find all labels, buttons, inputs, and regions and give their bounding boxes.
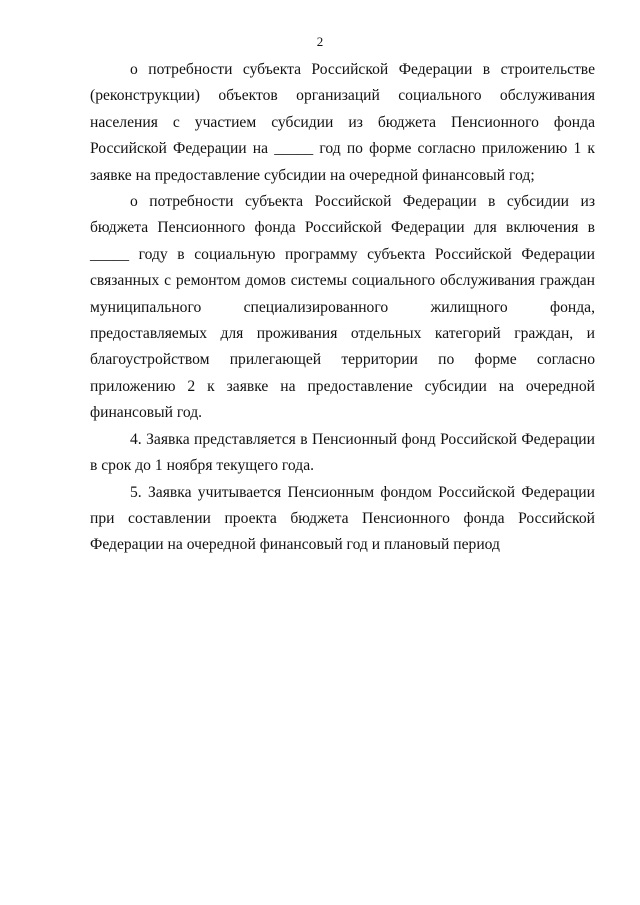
paragraph-application-deadline: 4. Заявка представляется в Пенсионный фонд Российской Федерации в срок до 1 ноября текущего года. — [90, 430, 595, 475]
page-number: 2 — [316, 34, 324, 49]
document-body — [90, 57, 595, 559]
paragraph-subsidy-needs: о потребности субъекта Российской Федерации в субсидии из бюджета Пенсионного фонда Российской Федерации для включения в _____ году в социальную программу субъекта Российской Федерации связанных с ремонтом домов системы социального обслуживания граждан муниципального специализированного жилищного фонда, предоставляемых для проживания отдельных категорий граждан, и благоустройством прилегающей территории по форме согласно приложению 2 к заявке на предоставление субсидии на очередной финансовый год. — [90, 193, 595, 422]
paragraph-construction-needs: о потребности субъекта Российской Федерации в строительстве (реконструкции) объектов организаций социального обслуживания населения с участием субсидии из бюджета Пенсионного фонда Российской Федерации на _____ год по форме согласно приложению 1 к заявке на предоставление субсидии на очередной финансовый год; — [90, 61, 595, 184]
paragraph-budget-consideration: 5. Заявка учитывается Пенсионным фондом Российской Федерации при составлении проекта бюджета Пенсионного фонда Российской Федерации на очередной финансовый год и плановый период — [90, 483, 595, 554]
